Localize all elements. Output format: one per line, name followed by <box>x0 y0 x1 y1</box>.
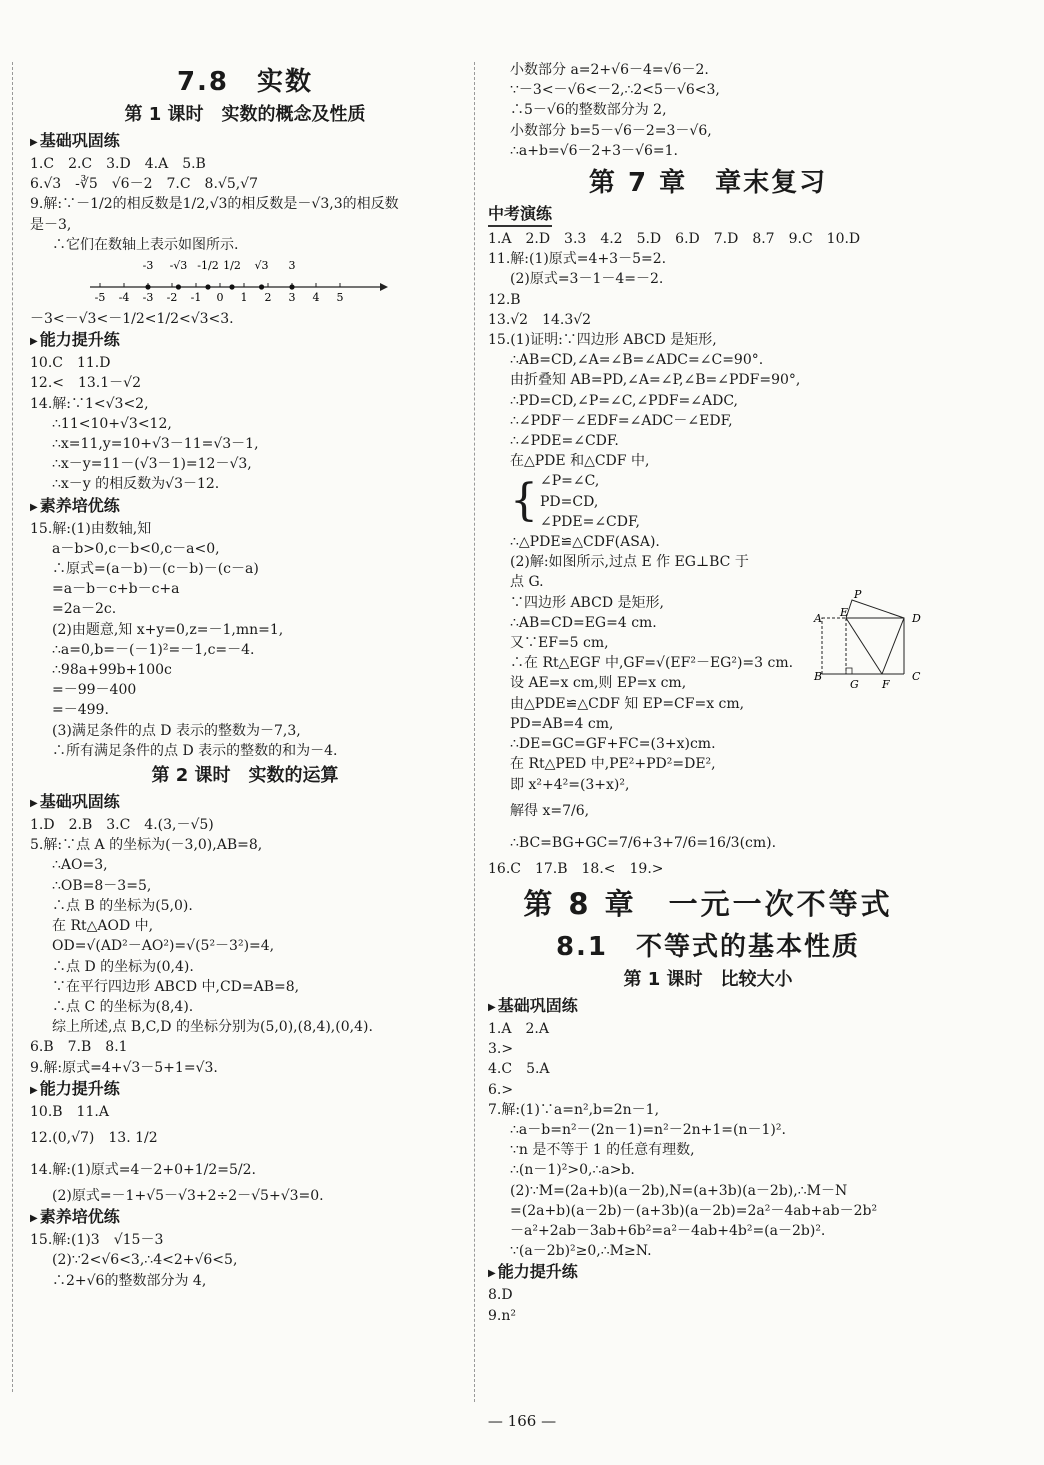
answer-line: 1.A 2.D 3.3 4.2 5.D 6.D 7.D 8.7 9.C 10.D <box>488 231 861 248</box>
point-label: -√3 <box>169 259 188 273</box>
sub-quality: ▶ 素养培优练 <box>30 495 460 519</box>
chapter8-title: 第 8 章 一元一次不等式 <box>523 886 893 921</box>
answer-line: 15.(1)证明:∵四边形 ABCD 是矩形, <box>488 332 717 349</box>
answer-line: 又∵EF=5 cm, <box>510 635 609 652</box>
answer-line: ∴x－y=11－(√3－1)=12－√3, <box>52 456 252 473</box>
answer-line: =－99－400 <box>52 682 137 699</box>
answer-line: 13.√2 14.3√2 <box>488 311 592 328</box>
column-divider <box>474 62 475 1402</box>
number-point <box>145 284 150 289</box>
answer-line: =(2a+b)(a－2b)－(a+3b)(a－2b)=2a²－4ab+ab－2b² <box>510 1202 878 1219</box>
tick-label: -1 <box>190 291 202 305</box>
page-number: — 166 — <box>487 1412 557 1430</box>
section81-title: 8.1 不等式的基本性质 <box>555 931 861 962</box>
answer-line: 7.解:(1)∵a=n²,b=2n－1, <box>488 1101 660 1118</box>
left-column <box>30 60 460 1291</box>
answer-line: 1.D 2.B 3.C 4.(3,－√5) <box>30 817 214 834</box>
answer-line: 16.C 17.B 18.< 19.> <box>488 860 664 877</box>
answer-line: (2)由题意,知 x+y=0,z=－1,mn=1, <box>52 621 284 638</box>
answer-line: 解得 x=7/6, <box>510 802 590 819</box>
answer-line: ∵四边形 ABCD 是矩形, <box>510 594 664 611</box>
tick-label: 2 <box>264 291 272 305</box>
answer-line: 12.(0,√7) 13. 1/2 <box>30 1129 158 1146</box>
answer-line: (3)满足条件的点 D 表示的整数为－7,3, <box>52 722 301 739</box>
number-point <box>176 284 181 289</box>
answer-line: 在 Rt△PED 中,PE²+PD²=DE², <box>510 756 716 773</box>
tick-label: -3 <box>142 291 154 305</box>
answer-line: ∴点 C 的坐标为(8,4). <box>52 998 194 1015</box>
answer-line: (2)原式=3－1－4=－2. <box>510 271 664 288</box>
answer-line: 11.解:(1)原式=4+3－5=2. <box>488 251 667 268</box>
rectangle-fold-figure <box>808 590 923 690</box>
system-lines <box>540 471 640 532</box>
answer-line: ∴BC=BG+GC=7/6+3+7/6=16/3(cm). <box>510 834 777 851</box>
answer-line: ∴x=11,y=10+√3－11=√3－1, <box>52 436 259 453</box>
answer-line: ∴点 D 的坐标为(0,4). <box>52 958 194 975</box>
answer-line: (2)∵M=(2a+b)(a－2b),N=(a+3b)(a－2b),∴M－N <box>510 1182 848 1199</box>
answer-line: 1.A 2.A <box>488 1020 549 1037</box>
answer-line: OD=√(AD²－AO²)=√(5²－3²)=4, <box>52 938 275 955</box>
answer-line: 12.< 13.1－√2 <box>30 375 141 392</box>
answer-line: 小数部分 a=2+√6－4=√6－2. <box>510 62 709 78</box>
sub-basic: ▶ 基础巩固练 <box>488 995 928 1019</box>
answer-line: PD=AB=4 cm, <box>510 715 614 732</box>
tick-label: -4 <box>118 291 130 305</box>
answer-line: ∴a－b=n²－(2n－1)=n²－2n+1=(n－1)². <box>510 1121 786 1138</box>
answer-line: ∴2+√6的整数部分为 4, <box>52 1272 207 1289</box>
sub-quality: ▶ 素养培优练 <box>30 1206 460 1230</box>
answer-line: ∴DE=GC=GF+FC=(3+x)cm. <box>510 736 716 753</box>
lesson81-title: 第 1 课时 比较大小 <box>623 968 793 990</box>
answer-line: ∴x－y 的相反数为√3－12. <box>52 476 220 493</box>
answer-line: ∴它们在数轴上表示如图所示. <box>52 236 239 253</box>
answer-line: 9.解:原式=4+√3－5+1=√3. <box>30 1059 218 1076</box>
answer-line: ∴a+b=√6－2+3－√6=1. <box>510 142 678 159</box>
answer-line: ∴98a+99b+100c <box>52 662 172 679</box>
number-line-points <box>143 259 296 290</box>
tick-label: -5 <box>94 291 106 305</box>
answer-line: 12.B <box>488 291 521 308</box>
answer-line: a－b>0,c－b<0,c－a<0, <box>52 540 220 557</box>
lesson2-title: 第 2 课时 实数的运算 <box>151 765 339 787</box>
answer-line: 15.解:(1)3 √15－3 <box>30 1232 164 1249</box>
answer-line: 15.解:(1)由数轴,知 <box>30 520 152 537</box>
answer-line: 1.C 2.C 3.D 4.A 5.B <box>30 156 206 172</box>
sub-ability: ▶ 能力提升练 <box>488 1261 928 1285</box>
answer-line: 综上所述,点 B,C,D 的坐标分别为(5,0),(8,4),(0,4). <box>52 1019 373 1036</box>
answer-line: 在△PDE 和△CDF 中, <box>510 453 650 470</box>
point-label: √3 <box>254 259 269 273</box>
point-label: 3 <box>288 259 296 273</box>
tick-label: 1 <box>240 291 248 305</box>
answer-line: 是－3, <box>30 216 72 233</box>
answer-line: ∴5－√6的整数部分为 2, <box>510 102 667 119</box>
vertex-label: E <box>840 606 849 619</box>
answer-line: 9.解:∵－1/2的相反数是1/2,√3的相反数是－√3,3的相反数 <box>30 196 399 213</box>
answer-line: (2)原式=－1+√5－√3+2÷2－√5+√3=0. <box>52 1187 324 1204</box>
number-point <box>229 284 234 289</box>
brace-symbol: { <box>510 475 538 527</box>
vertex-label: A <box>814 612 822 625</box>
tick-label: 0 <box>216 291 224 305</box>
left-margin-rule <box>12 62 13 1392</box>
answer-line: ∴∠PDF－∠EDF=∠ADC－∠EDF, <box>510 412 733 429</box>
number-point <box>289 284 294 289</box>
answer-line: 由△PDE≌△CDF 知 EP=CF=x cm, <box>510 695 745 712</box>
equation-system <box>488 471 928 532</box>
answer-line: (2)∵2<√6<3,∴4<2+√6<5, <box>52 1252 238 1269</box>
answer-line: 小数部分 b=5－√6－2=3－√6, <box>510 122 712 139</box>
answer-line: =a－b－c+b－c+a <box>52 581 180 598</box>
answer-line: 在 Rt△AOD 中, <box>52 918 154 935</box>
answer-line: 10.B 11.A <box>30 1103 109 1120</box>
answer-line: ∴AO=3, <box>52 857 108 874</box>
answer-line: 3.> <box>488 1041 514 1058</box>
answer-line: ∴原式=(a－b)－(c－b)－(c－a) <box>52 561 259 578</box>
sub-exam: 中考演练 <box>488 203 552 227</box>
number-point <box>205 284 210 289</box>
answer-line: ∴△PDE≌△CDF(ASA). <box>510 534 660 551</box>
vertex-label: P <box>854 590 862 601</box>
answer-line: ∵n 是不等于 1 的任意有理数, <box>510 1142 695 1159</box>
chapter7-title: 第 7 章 章末复习 <box>588 168 828 199</box>
tick-label: 4 <box>312 291 320 305</box>
number-line-figure <box>90 257 390 305</box>
answer-line: ∴a=0,b=－(－1)²=－1,c=－4. <box>52 641 255 658</box>
answer-line: 设 AE=x cm,则 EP=x cm, <box>510 675 687 692</box>
section-title: 7.8 实数 <box>176 67 314 97</box>
sub-basic: ▶ 基础巩固练 <box>30 130 460 154</box>
answer-line: 6.√3 -∛5 √6－2 7.C 8.√5,√7 <box>30 176 259 193</box>
answer-line: 14.解:∵1<√3<2, <box>30 395 149 412</box>
vertex-label: B <box>814 670 823 683</box>
tick-label: -2 <box>166 291 178 305</box>
number-point <box>259 284 264 289</box>
answer-line: ∴点 B 的坐标为(5,0). <box>52 897 193 914</box>
point-label: 1/2 <box>223 259 241 273</box>
answer-line: =2a－2c. <box>52 601 117 618</box>
answer-line: ∴AB=CD,∠A=∠B=∠ADC=∠C=90°. <box>510 352 764 369</box>
answer-line: ∴11<10+√3<12, <box>52 415 172 432</box>
sub-ability: ▶ 能力提升练 <box>30 329 460 353</box>
system-line: ∠P=∠C, <box>540 473 600 490</box>
answer-line: 点 G. <box>510 574 544 591</box>
answer-line: －a²+2ab－3ab+6b²=a²－4ab+4b²=(a－2b)². <box>510 1222 826 1239</box>
sub-ability: ▶ 能力提升练 <box>30 1078 460 1102</box>
answer-line: ∴OB=8－3=5, <box>52 877 152 894</box>
answer-line: (2)解:如图所示,过点 E 作 EG⊥BC 于 <box>510 554 749 571</box>
number-line-ticks <box>95 283 344 304</box>
answer-line: ∴(n－1)²>0,∴a>b. <box>510 1162 635 1179</box>
vertex-label: C <box>912 670 921 683</box>
answer-line: 10.C 11.D <box>30 355 111 372</box>
answer-line: －3<－√3<－1/2<1/2<√3<3. <box>30 311 234 328</box>
vertex-label: G <box>850 678 859 690</box>
system-line: PD=CD, <box>540 493 599 510</box>
tick-label: 5 <box>336 291 344 305</box>
answer-line: 6.B 7.B 8.1 <box>30 1039 128 1056</box>
answer-line: 由折叠知 AB=PD,∠A=∠P,∠B=∠PDF=90°, <box>510 372 801 389</box>
answer-line: 5.解:∵点 A 的坐标为(－3,0),AB=8, <box>30 837 263 854</box>
answer-line: 9.n² <box>488 1307 516 1324</box>
answer-line: ∵(a－2b)²≥0,∴M≥N. <box>510 1243 652 1260</box>
answer-line: =－499. <box>52 702 109 719</box>
system-line: ∠PDE=∠CDF, <box>540 513 640 530</box>
answer-line: ∴AB=CD=EG=4 cm. <box>510 614 657 631</box>
tick-label: 3 <box>288 291 296 305</box>
right-column <box>488 60 928 1326</box>
answer-line: ∴所有满足条件的点 D 表示的整数的和为－4. <box>52 742 338 759</box>
answer-line: ∴PD=CD,∠P=∠C,∠PDF=∠ADC, <box>510 392 738 409</box>
sub-basic: ▶ 基础巩固练 <box>30 791 460 815</box>
answer-line: ∵－3<－√6<－2,∴2<5－√6<3, <box>510 82 720 99</box>
answer-line: 即 x²+4²=(3+x)², <box>510 776 630 793</box>
answer-line: ∴∠PDE=∠CDF. <box>510 433 619 450</box>
answer-line: ∵在平行四边形 ABCD 中,CD=AB=8, <box>52 978 300 995</box>
answer-line: 4.C 5.A <box>488 1061 550 1078</box>
vertex-label: F <box>882 678 890 690</box>
vertex-label: D <box>912 612 921 625</box>
answer-line: 8.D <box>488 1287 513 1304</box>
answer-line: 6.> <box>488 1081 514 1098</box>
point-label: -3 <box>142 259 154 273</box>
answer-line: ∴在 Rt△EGF 中,GF=√(EF²－EG²)=3 cm. <box>510 655 794 672</box>
answer-line: 14.解:(1)原式=4－2+0+1/2=5/2. <box>30 1161 256 1178</box>
point-label: -1/2 <box>197 259 219 273</box>
lesson1-title: 第 1 课时 实数的概念及性质 <box>124 104 366 125</box>
